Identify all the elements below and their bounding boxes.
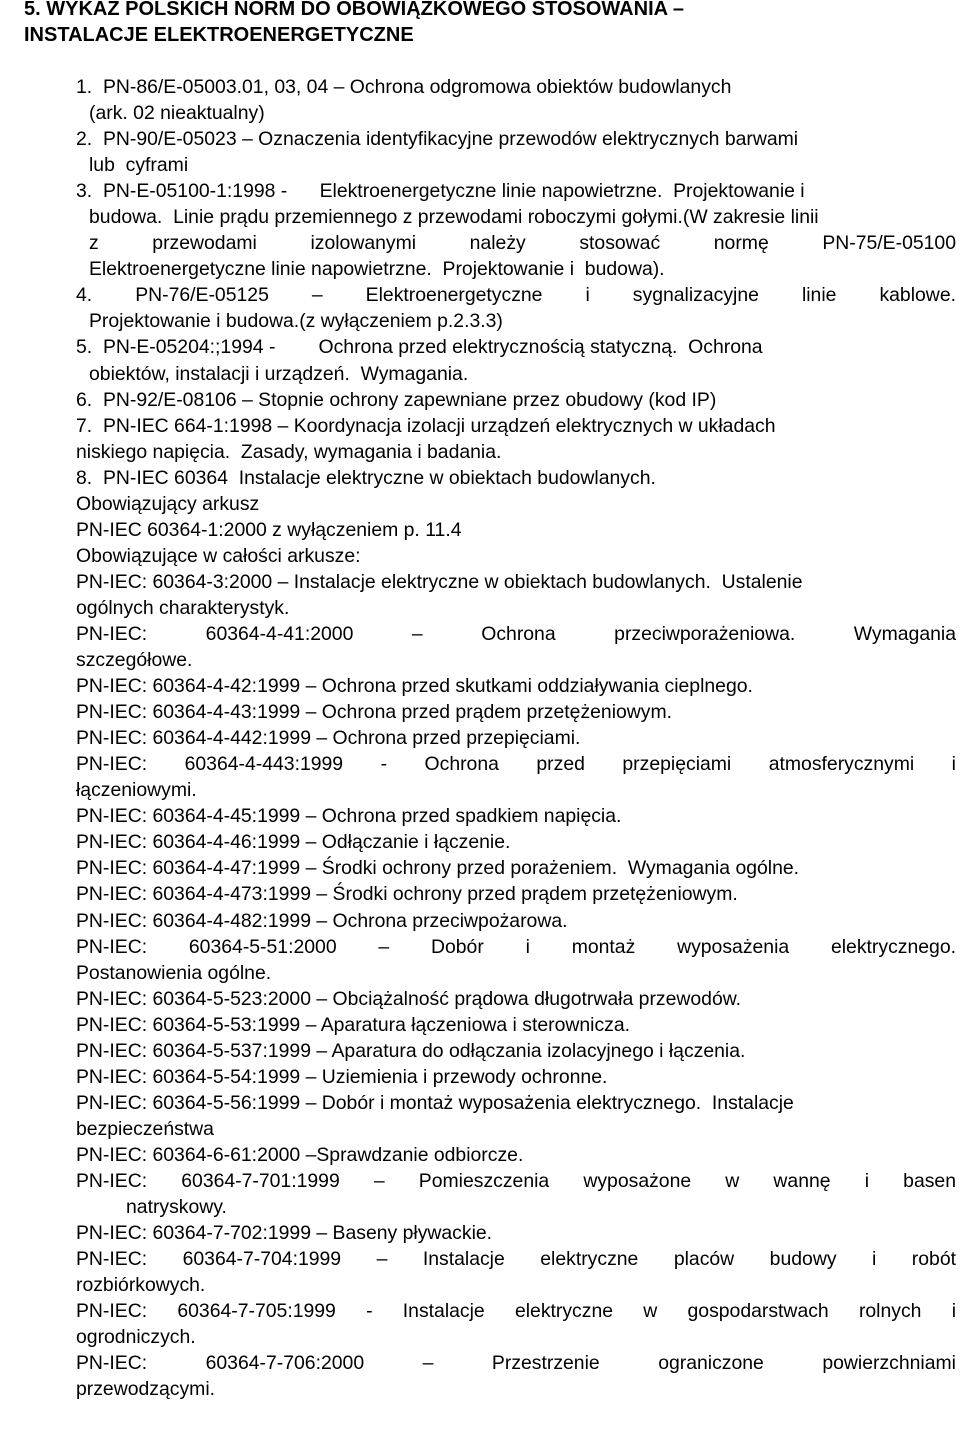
norm-list-line: PN-IEC: 60364-4-43:1999 – Ochrona przed prądem przetężeniowym. bbox=[76, 701, 673, 724]
norms-list bbox=[76, 74, 956, 1402]
section-heading bbox=[24, 0, 924, 48]
norm-list-line: PN-IEC: 60364-4-42:1999 – Ochrona przed skutkami oddziaływania cieplnego. bbox=[76, 675, 753, 698]
norm-list-line: z przewodami izolowanymi należy stosować normę PN-75/E-05100 bbox=[89, 232, 956, 255]
norm-list-line: PN-IEC: 60364-5-53:1999 – Aparatura łączeniowa i sterownicza. bbox=[76, 1013, 631, 1036]
norm-list-line: 5. PN-E-05204:;1994 - Ochrona przed elektrycznością statyczną. Ochrona bbox=[76, 336, 763, 359]
norm-list-line: PN-IEC: 60364-7-705:1999 - Instalacje elektryczne w gospodarstwach rolnych i bbox=[76, 1300, 956, 1323]
norm-list-line: PN-IEC: 60364-5-537:1999 – Aparatura do odłączania izolacyjnego i łączenia. bbox=[76, 1039, 746, 1062]
norm-list-line: obiektów, instalacji i urządzeń. Wymagania. bbox=[89, 362, 469, 385]
norm-list-line: 6. PN-92/E-08106 – Stopnie ochrony zapewniane przez obudowy (kod IP) bbox=[76, 388, 717, 411]
norm-list-line: natryskowy. bbox=[126, 1196, 227, 1219]
norm-list-line: (ark. 02 nieaktualny) bbox=[89, 102, 265, 125]
norm-list-line: Obowiązujący arkusz bbox=[76, 492, 260, 515]
norm-list-line: PN-IEC: 60364-5-523:2000 – Obciążalność prądowa długotrwała przewodów. bbox=[76, 987, 742, 1010]
norm-list-line: PN-IEC: 60364-4-46:1999 – Odłączanie i łączenie. bbox=[76, 831, 511, 854]
norm-list-line: PN-IEC: 60364-5-56:1999 – Dobór i montaż wyposażenia elektrycznego. Instalacje bbox=[76, 1091, 794, 1114]
norm-list-line: łączeniowymi. bbox=[76, 779, 197, 802]
heading-line-1: 5. WYKAZ POLSKICH NORM DO OBOWIĄZKOWEGO STOSOWANIA – bbox=[24, 0, 685, 20]
norm-list-line: 4. PN-76/E-05125 – Elektroenergetyczne i sygnalizacyjne linie kablowe. bbox=[76, 284, 956, 307]
norm-list-line: niskiego napięcia. Zasady, wymagania i badania. bbox=[76, 440, 502, 463]
norm-list-line: PN-IEC: 60364-3:2000 – Instalacje elektryczne w obiektach budowlanych. Ustalenie bbox=[76, 570, 803, 593]
norm-list-line: Obowiązujące w całości arkusze: bbox=[76, 544, 361, 567]
norm-list-line: PN-IEC: 60364-4-473:1999 – Środki ochrony przed prądem przetężeniowym. bbox=[76, 883, 738, 906]
norm-list-line: PN-IEC: 60364-4-41:2000 – Ochrona przeciwporażeniowa. Wymagania bbox=[76, 622, 956, 645]
norm-list-line: 7. PN-IEC 664-1:1998 – Koordynacja izolacji urządzeń elektrycznych w układach bbox=[76, 414, 776, 437]
norm-list-line: Postanowienia ogólne. bbox=[76, 961, 272, 984]
norm-list-line: PN-IEC: 60364-6-61:2000 –Sprawdzanie odbiorcze. bbox=[76, 1143, 524, 1166]
norm-list-line: 1. PN-86/E-05003.01, 03, 04 – Ochrona odgromowa obiektów budowlanych bbox=[76, 76, 732, 98]
norm-list-line: PN-IEC: 60364-7-702:1999 – Baseny pływackie. bbox=[76, 1222, 493, 1245]
norm-list-line: PN-IEC: 60364-4-442:1999 – Ochrona przed przepięciami. bbox=[76, 727, 581, 750]
norm-list-line: PN-IEC: 60364-4-443:1999 - Ochrona przed przepięciami atmosferycznymi i bbox=[76, 753, 956, 776]
norm-list-line: Elektroenergetyczne linie napowietrzne. Projektowanie i budowa). bbox=[89, 258, 665, 281]
norm-list-line: Projektowanie i budowa.(z wyłączeniem p.2.3.3) bbox=[89, 310, 503, 333]
norm-list-line: bezpieczeństwa bbox=[76, 1117, 214, 1140]
norm-list-line: rozbiórkowych. bbox=[76, 1274, 206, 1297]
norm-list-line: ogrodniczych. bbox=[76, 1326, 196, 1349]
norm-list-line: budowa. Linie prądu przemiennego z przewodami roboczymi gołymi.(W zakresie linii bbox=[89, 206, 819, 229]
norm-list-line: PN-IEC: 60364-7-701:1999 – Pomieszczenia wyposażone w wannę i basen bbox=[76, 1169, 956, 1192]
norm-list-line: szczegółowe. bbox=[76, 649, 193, 672]
norm-list-line: 3. PN-E-05100-1:1998 - Elektroenergetyczne linie napowietrzne. Projektowanie i bbox=[76, 180, 805, 203]
norm-list-line: PN-IEC: 60364-4-45:1999 – Ochrona przed spadkiem napięcia. bbox=[76, 805, 622, 828]
norm-list-line: lub cyframi bbox=[89, 154, 189, 177]
norm-list-line: PN-IEC: 60364-4-47:1999 – Środki ochrony przed porażeniem. Wymagania ogólne. bbox=[76, 857, 800, 880]
norm-list-line: PN-IEC: 60364-5-54:1999 – Uziemienia i przewody ochronne. bbox=[76, 1065, 608, 1088]
norm-list-line: PN-IEC: 60364-7-706:2000 – Przestrzenie ograniczone powierzchniami bbox=[76, 1352, 956, 1375]
norm-list-line: 8. PN-IEC 60364 Instalacje elektryczne w obiektach budowlanych. bbox=[76, 466, 656, 489]
norm-list-line: PN-IEC: 60364-7-704:1999 – Instalacje elektryczne placów budowy i robót bbox=[76, 1248, 956, 1271]
norm-list-line: 2. PN-90/E-05023 – Oznaczenia identyfikacyjne przewodów elektrycznych barwami bbox=[76, 128, 799, 151]
heading-line-2: INSTALACJE ELEKTROENERGETYCZNE bbox=[24, 24, 414, 46]
norm-list-line: przewodzącymi. bbox=[76, 1378, 216, 1401]
norm-list-line: PN-IEC: 60364-4-482:1999 – Ochrona przeciwpożarowa. bbox=[76, 909, 568, 932]
norm-list-line: PN-IEC: 60364-5-51:2000 – Dobór i montaż wyposażenia elektrycznego. bbox=[76, 935, 956, 958]
norm-list-line: PN-IEC 60364-1:2000 z wyłączeniem p. 11.4 bbox=[76, 518, 462, 541]
norm-list-line: ogólnych charakterystyk. bbox=[76, 596, 290, 619]
